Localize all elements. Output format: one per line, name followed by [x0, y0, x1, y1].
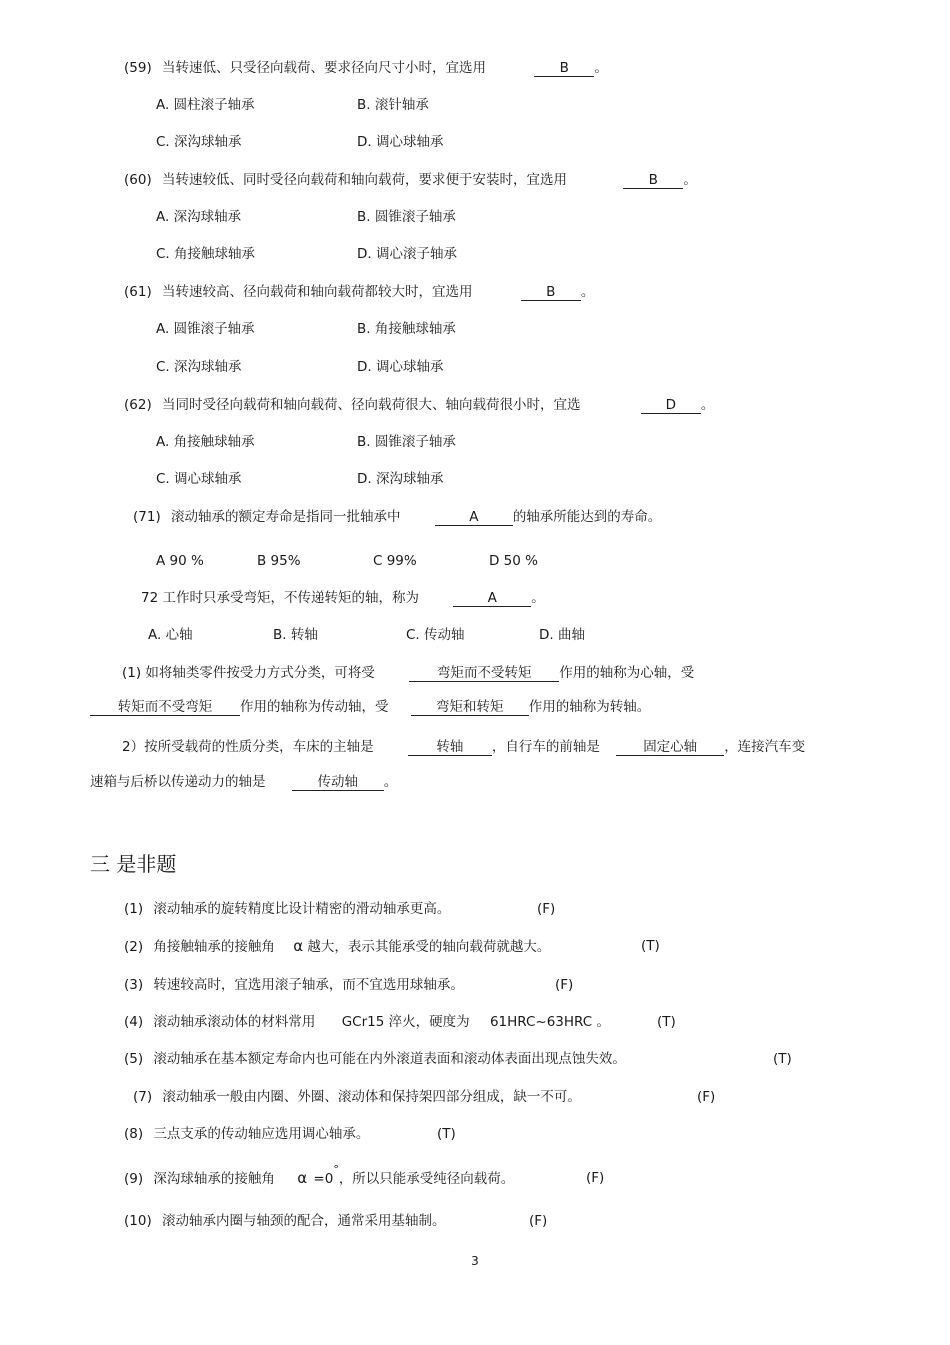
alpha-symbol: α	[293, 937, 304, 955]
option-c: C. 深沟球轴承	[156, 134, 242, 150]
tf-text: ，所以只能承受纯径向载荷。	[338, 1171, 515, 1187]
fill-blank: 弯矩而不受转矩	[409, 665, 559, 682]
question-62	[124, 395, 714, 415]
angle-value: =0	[313, 1171, 334, 1187]
option-c: C. 角接触球轴承	[156, 246, 256, 262]
question-61	[124, 282, 594, 302]
tf-text: 深沟球轴承的接触角	[153, 1171, 275, 1187]
question-text: 滚动轴承的额定寿命是指同一批轴承中	[171, 509, 401, 525]
tf-text: 转速较高时，宜选用滚子轴承，而不宜选用球轴承。	[153, 977, 464, 993]
tf-item-10	[124, 1211, 446, 1231]
option-a: A. 圆锥滚子轴承	[156, 321, 255, 337]
question-60	[124, 170, 697, 190]
option-b: B. 角接触球轴承	[357, 321, 456, 337]
tf-answer: (T)	[773, 1051, 792, 1067]
tf-item-9	[124, 1163, 515, 1190]
tf-item-4	[124, 1012, 610, 1032]
option-b: B. 圆锥滚子轴承	[357, 209, 456, 225]
tf-text: 滚动轴承在基本额定寿命内也可能在内外滚道表面和滚动体表面出现点蚀失效。	[153, 1051, 626, 1067]
fill-blank: 弯矩和转矩	[411, 699, 529, 716]
tf-number: (9)	[124, 1171, 144, 1187]
fill-blank: 固定心轴	[616, 739, 724, 756]
question-59	[124, 58, 608, 78]
question-end: 。	[683, 172, 697, 188]
material-code: GCr15	[341, 1014, 385, 1030]
question-text: 72 工作时只承受弯矩，不传递转矩的轴，称为	[141, 590, 419, 606]
section-heading: 三 是非题	[90, 852, 177, 876]
question-71	[133, 507, 661, 527]
tf-answer: (T)	[657, 1014, 676, 1030]
tf-answer: (F)	[586, 1170, 605, 1186]
tf-number: (3)	[124, 977, 144, 993]
tf-item-2	[124, 936, 550, 957]
fill-text: 2）按所受载荷的性质分类，车床的主轴是	[122, 739, 374, 755]
option-b: B. 转轴	[273, 627, 318, 643]
option-a: A. 角接触球轴承	[156, 434, 255, 450]
option-d: D. 调心球轴承	[357, 359, 444, 375]
tf-number: (7)	[133, 1089, 153, 1105]
question-number: (71)	[133, 509, 161, 525]
option-a: A. 圆柱滚子轴承	[156, 97, 255, 113]
fill-blank: 传动轴	[292, 774, 384, 791]
option-d: D. 曲轴	[539, 627, 585, 643]
fill-blank: 转轴	[408, 739, 492, 756]
fill-text: 作用的轴称为传动轴，受	[240, 699, 389, 715]
degree-symbol: °	[333, 1163, 339, 1176]
tf-text: 淬火，硬度为	[388, 1014, 470, 1030]
question-text: 当转速较低、同时受径向载荷和轴向载荷，要求便于安装时，宜选用	[162, 172, 568, 188]
question-number: (62)	[124, 397, 152, 413]
tf-item-7	[133, 1087, 581, 1107]
tf-text: 三点支承的传动轴应选用调心轴承。	[153, 1126, 370, 1142]
option-b: B 95%	[257, 553, 301, 569]
fill-text: (1) 如将轴类零件按受力方式分类，可将受	[122, 665, 375, 681]
tf-text: 滚动轴承滚动体的材料常用	[153, 1014, 316, 1030]
tf-item-8	[124, 1124, 369, 1144]
fill-text: 速箱与后桥以传递动力的轴是	[90, 774, 266, 790]
option-d: D 50 %	[489, 553, 538, 569]
tf-text: 越大，表示其能承受的轴向载荷就越大。	[307, 939, 551, 955]
option-b: B. 滚针轴承	[357, 97, 429, 113]
tf-text: 。	[596, 1014, 610, 1030]
tf-item-1	[124, 899, 450, 919]
question-end: 。	[594, 60, 608, 76]
option-d: D. 深沟球轴承	[357, 471, 444, 487]
tf-text: 滚动轴承的旋转精度比设计精密的滑动轴承更高。	[153, 901, 451, 917]
answer-blank: B	[623, 172, 683, 189]
option-d: D. 调心球轴承	[357, 134, 444, 150]
fill-text: ，连接汽车变	[724, 739, 806, 755]
answer-blank: B	[521, 284, 581, 301]
fill-question-1-line2	[90, 697, 650, 717]
tf-number: (4)	[124, 1014, 144, 1030]
question-number: (60)	[124, 172, 152, 188]
tf-number: (2)	[124, 939, 144, 955]
question-text: 当转速低、只受径向载荷、要求径向尺寸小时，宜选用	[162, 60, 487, 76]
tf-number: (8)	[124, 1126, 144, 1142]
tf-text: 滚动轴承一般由内圈、外圈、滚动体和保持架四部分组成，缺一不可。	[162, 1089, 581, 1105]
question-end: 。	[700, 397, 715, 413]
tf-answer: (F)	[529, 1213, 548, 1229]
fill-text: 。	[383, 774, 398, 790]
question-end: 的轴承所能达到的寿命。	[512, 509, 662, 525]
fill-question-2-line2	[90, 772, 397, 792]
hardness-value: 61HRC~63HRC	[489, 1014, 593, 1030]
option-c: C 99%	[373, 553, 417, 569]
option-c: C. 传动轴	[406, 627, 465, 643]
tf-number: (10)	[124, 1213, 152, 1229]
tf-answer: (F)	[537, 901, 556, 917]
question-number: (59)	[124, 60, 152, 76]
option-c: C. 深沟球轴承	[156, 359, 242, 375]
fill-text: ，自行车的前轴是	[491, 739, 600, 755]
tf-number: (1)	[124, 901, 144, 917]
question-text: 当转速较高、径向载荷和轴向载荷都较大时，宜选用	[162, 284, 473, 300]
tf-answer: (F)	[697, 1089, 716, 1105]
fill-question-1-line1	[122, 663, 694, 683]
answer-blank: B	[534, 60, 594, 77]
answer-blank: A	[435, 509, 513, 526]
option-a: A. 心轴	[148, 627, 193, 643]
question-number: (61)	[124, 284, 152, 300]
fill-blank: 转矩而不受弯矩	[90, 699, 240, 716]
fill-text: 作用的轴称为转轴。	[528, 699, 651, 715]
option-b: B. 圆锥滚子轴承	[357, 434, 456, 450]
fill-question-2-line1	[122, 737, 805, 757]
question-end: 。	[531, 590, 545, 606]
answer-blank: D	[641, 397, 701, 414]
option-d: D. 调心滚子轴承	[357, 246, 457, 262]
tf-answer: (T)	[641, 938, 660, 954]
tf-text: 滚动轴承内圈与轴颈的配合，通常采用基轴制。	[162, 1213, 446, 1229]
tf-answer: (F)	[555, 977, 574, 993]
option-a: A 90 %	[156, 553, 204, 569]
question-end: 。	[580, 284, 595, 300]
tf-answer: (T)	[437, 1126, 456, 1142]
fill-text: 作用的轴称为心轴，受	[559, 665, 695, 681]
option-c: C. 调心球轴承	[156, 471, 242, 487]
question-text: 当同时受径向载荷和轴向载荷、径向载荷很大、轴向载荷很小时，宜选	[162, 397, 581, 413]
answer-blank: A	[453, 590, 531, 607]
tf-text: 角接触轴承的接触角	[153, 939, 275, 955]
tf-item-5	[124, 1049, 626, 1069]
tf-item-3	[124, 975, 464, 995]
option-a: A. 深沟球轴承	[156, 209, 242, 225]
alpha-symbol: α	[297, 1169, 308, 1187]
page-number: 3	[471, 1254, 479, 1268]
tf-number: (5)	[124, 1051, 144, 1067]
question-72	[141, 588, 545, 608]
